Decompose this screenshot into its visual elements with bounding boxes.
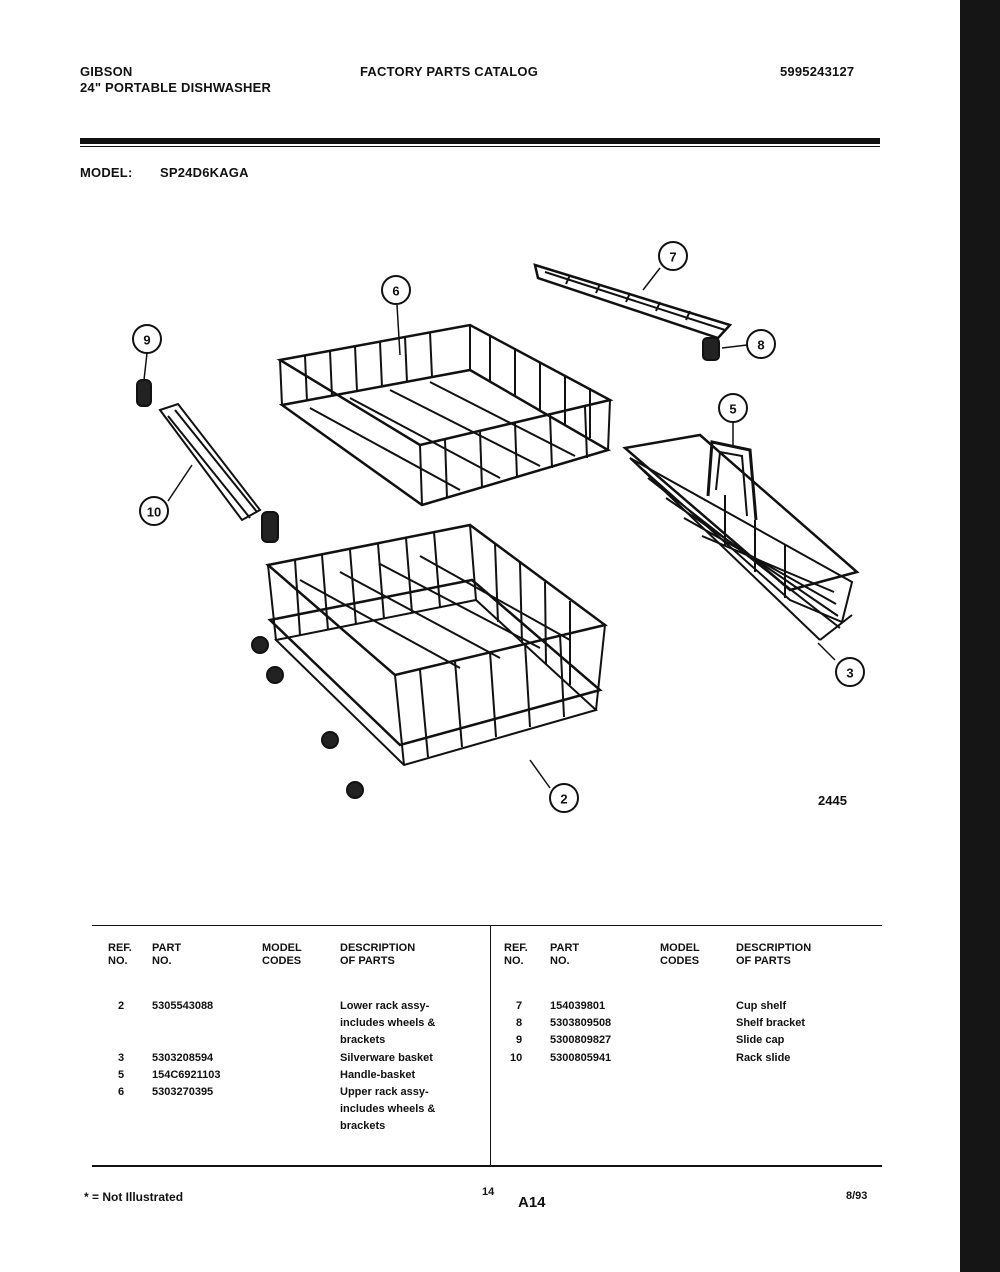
leader-9 <box>144 353 147 380</box>
header-desc-line2: OF PARTS <box>736 955 791 967</box>
lower-rack-drawing <box>268 525 605 765</box>
leader-10 <box>168 465 192 501</box>
left-row-3-ref: 5 <box>118 1069 125 1081</box>
section-code: A14 <box>518 1194 546 1211</box>
leader-6 <box>397 305 400 355</box>
left-row-3-desc-1: Handle-basket <box>340 1069 416 1081</box>
left-row-1-part: 5305543088 <box>152 1000 214 1012</box>
silverware-basket-drawing <box>625 435 857 640</box>
revision-date: 8/93 <box>846 1190 868 1202</box>
header-desc-line1: DESCRIPTION <box>340 942 416 954</box>
callout-3-label: 3 <box>846 665 854 681</box>
left-row-2-desc-1: Silverware basket <box>340 1052 433 1064</box>
catalog-number: 5995243127 <box>780 64 855 79</box>
left-row-2-part: 5303208594 <box>152 1052 214 1064</box>
parts-diagram <box>100 220 900 840</box>
header-rule <box>80 138 880 144</box>
leader-8 <box>722 345 747 348</box>
callout-7-label: 7 <box>669 249 677 265</box>
right-row-3-desc: Slide cap <box>736 1034 785 1046</box>
header-part-left <box>152 942 181 968</box>
right-row-4-part: 5300805941 <box>550 1052 612 1064</box>
scan-edge <box>960 0 1000 1272</box>
table-top-rule <box>92 925 882 926</box>
right-row-4-desc: Rack slide <box>736 1052 791 1064</box>
callout-9-label: 9 <box>143 332 151 348</box>
leader-3 <box>818 643 835 660</box>
left-row-1-desc-3: brackets <box>340 1034 386 1046</box>
wheel-1 <box>252 637 268 653</box>
left-row-4-desc-2: includes wheels & <box>340 1103 436 1115</box>
right-row-3-ref: 9 <box>516 1034 523 1046</box>
leader-2 <box>530 760 550 788</box>
left-row-1-desc-2: includes wheels & <box>340 1017 436 1029</box>
callout-8-label: 8 <box>757 337 765 353</box>
header-model-line1: MODEL <box>660 942 700 954</box>
table-bottom-rule <box>92 1165 882 1167</box>
right-row-2-desc: Shelf bracket <box>736 1017 806 1029</box>
header-model-line1: MODEL <box>262 942 302 954</box>
rack-slide-drawing <box>160 404 260 520</box>
header-model-left <box>262 942 302 968</box>
callout-5-label: 5 <box>729 401 737 417</box>
brand-name: GIBSON <box>80 64 133 79</box>
left-row-4-desc-1: Upper rack assy- <box>340 1086 429 1098</box>
right-row-4-ref: 10 <box>510 1052 523 1064</box>
right-row-1-ref: 7 <box>516 1000 523 1012</box>
header-rule-thin <box>80 146 880 147</box>
header-desc-line1: DESCRIPTION <box>736 942 812 954</box>
right-row-1-desc: Cup shelf <box>736 1000 787 1012</box>
page-number: 14 <box>482 1186 495 1198</box>
header-ref-line1: REF. <box>504 942 528 954</box>
drawing-code: 2445 <box>818 793 847 808</box>
left-row-4-ref: 6 <box>118 1086 125 1098</box>
shelf-bracket-drawing <box>703 338 719 360</box>
header-ref-line1: REF. <box>108 942 132 954</box>
callout-6-label: 6 <box>392 283 400 299</box>
header-ref-right <box>504 942 528 968</box>
left-row-3-part: 154C6921103 <box>152 1069 221 1081</box>
header-desc-right <box>736 942 811 968</box>
header-model-line2: CODES <box>262 955 302 967</box>
header-model-line2: CODES <box>660 955 700 967</box>
left-row-2-ref: 3 <box>118 1052 125 1064</box>
slide-cap-drawing-top <box>137 380 151 406</box>
left-row-1-desc-1: Lower rack assy- <box>340 1000 430 1012</box>
right-row-2-ref: 8 <box>516 1017 523 1029</box>
header-part-line2: NO. <box>152 955 172 967</box>
right-row-3-part: 5300809827 <box>550 1034 612 1046</box>
header-ref-line2: NO. <box>504 955 524 967</box>
product-name: 24" PORTABLE DISHWASHER <box>80 80 272 95</box>
left-row-4-desc-3: brackets <box>340 1120 386 1132</box>
callout-10-label: 10 <box>146 504 162 520</box>
wheel-4 <box>347 782 363 798</box>
slide-cap-drawing-bottom <box>262 512 278 542</box>
wheel-2 <box>267 667 283 683</box>
footnote: * = Not Illustrated <box>84 1190 184 1204</box>
model-value: SP24D6KAGA <box>160 165 249 180</box>
upper-rack-drawing <box>280 325 610 505</box>
left-row-1-ref: 2 <box>118 1000 125 1012</box>
parts-diagram-svg <box>100 220 900 840</box>
header-part-line2: NO. <box>550 955 570 967</box>
catalog-title: FACTORY PARTS CATALOG <box>360 64 539 79</box>
left-row-4-part: 5303270395 <box>152 1086 214 1098</box>
header-ref-left <box>108 942 132 968</box>
right-row-2-part: 5303809508 <box>550 1017 612 1029</box>
wheel-3 <box>322 732 338 748</box>
model-label: MODEL: <box>80 165 133 180</box>
header-part-line1: PART <box>550 942 580 954</box>
header-desc-line2: OF PARTS <box>340 955 395 967</box>
callout-2-label: 2 <box>560 791 568 807</box>
leader-7 <box>643 268 660 290</box>
header-model-right <box>660 942 700 968</box>
header-ref-line2: NO. <box>108 955 128 967</box>
header-part-right <box>550 942 579 968</box>
header-part-line1: PART <box>152 942 182 954</box>
right-row-1-part: 154039801 <box>550 1000 606 1012</box>
header-desc-left <box>340 942 415 968</box>
cup-shelf-drawing <box>535 265 730 338</box>
table-divider <box>490 925 491 1165</box>
